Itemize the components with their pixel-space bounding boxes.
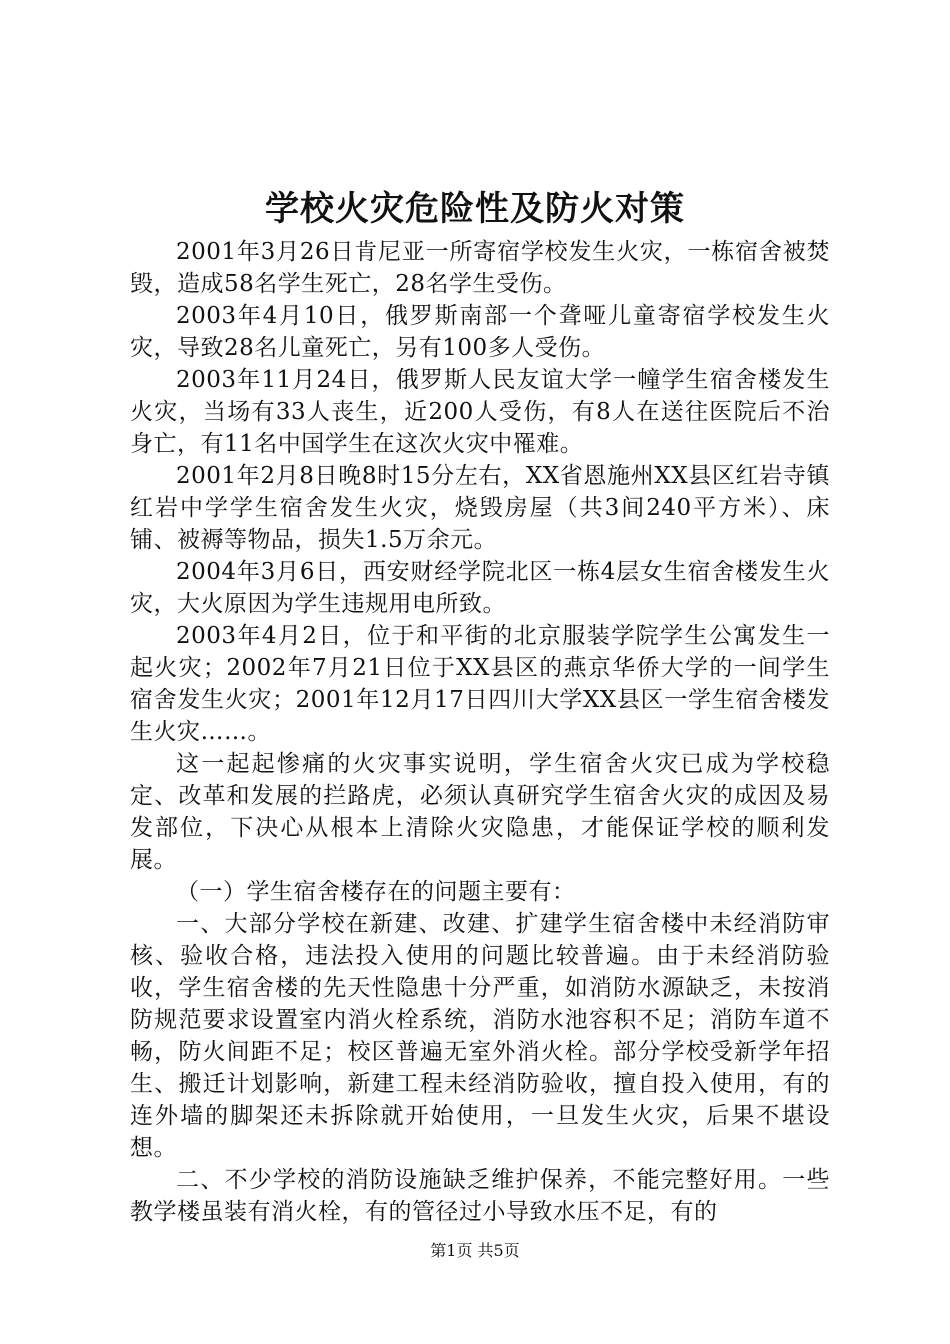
paragraph-1: 2001年3月26日肯尼亚一所寄宿学校发生火灾，一栋宿舍被焚毁，造成58名学生死亡，28名学生受伤。 <box>130 239 830 297</box>
document-title: 学校火灾危险性及防火对策 <box>265 189 685 229</box>
paragraph-9: 一、大部分学校在新建、改建、扩建学生宿舍楼中未经消防审核、验收合格，违法投入使用的问题比较普遍。由于未经消防验收，学生宿舍楼的先天性隐患十分严重，如消防水源缺乏，未按消防规范要求设置室内消火栓系统，消防水池容积不足；消防车道不畅，防火间距不足；校区普遍无室外消火栓。部分学校受新学年招生、搬迁计划影响，新建工程未经消防验收，擅自投入使用，有的连外墙的脚架还未拆除就开始使用，一旦发生火灾，后果不堪设想。 <box>130 911 830 1161</box>
paragraph-4: 2001年2月8日晚8时15分左右，XX省恩施州XX县区红岩寺镇红岩中学学生宿舍发生火灾，烧毁房屋（共3间240平方米）、床铺、被褥等物品，损失1.5万余元。 <box>130 463 830 553</box>
section-heading: （一）学生宿舍楼存在的问题主要有： <box>176 879 576 905</box>
paragraph-2: 2003年4月10日，俄罗斯南部一个聋哑儿童寄宿学校发生火灾，导致28名儿童死亡，另有100多人受伤。 <box>130 303 830 361</box>
page-footer: 第1页 共5页 <box>430 1241 520 1260</box>
paragraph-3: 2003年11月24日，俄罗斯人民友谊大学一幢学生宿舍楼发生火灾，当场有33人丧生，近200人受伤，有8人在送往医院后不治身亡，有11名中国学生在这次火灾中罹难。 <box>130 367 830 457</box>
paragraph-6: 2003年4月2日，位于和平街的北京服装学院学生公寓发生一起火灾；2002年7月21日位于XX县区的燕京华侨大学的一间学生宿舍发生火灾；2001年12月17日四川大学XX县区一学生宿舍楼发生火灾……。 <box>130 623 830 745</box>
document-body <box>130 236 830 1228</box>
paragraph-7: 这一起起惨痛的火灾事实说明，学生宿舍火灾已成为学校稳定、改革和发展的拦路虎，必须认真研究学生宿舍火灾的成因及易发部位，下决心从根本上清除火灾隐患，才能保证学校的顺利发展。 <box>130 751 830 873</box>
paragraph-5: 2004年3月6日，西安财经学院北区一栋4层女生宿舍楼发生火灾，大火原因为学生违规用电所致。 <box>130 559 830 617</box>
paragraph-10: 二、不少学校的消防设施缺乏维护保养，不能完整好用。一些教学楼虽装有消火栓，有的管径过小导致水压不足，有的 <box>130 1167 830 1225</box>
